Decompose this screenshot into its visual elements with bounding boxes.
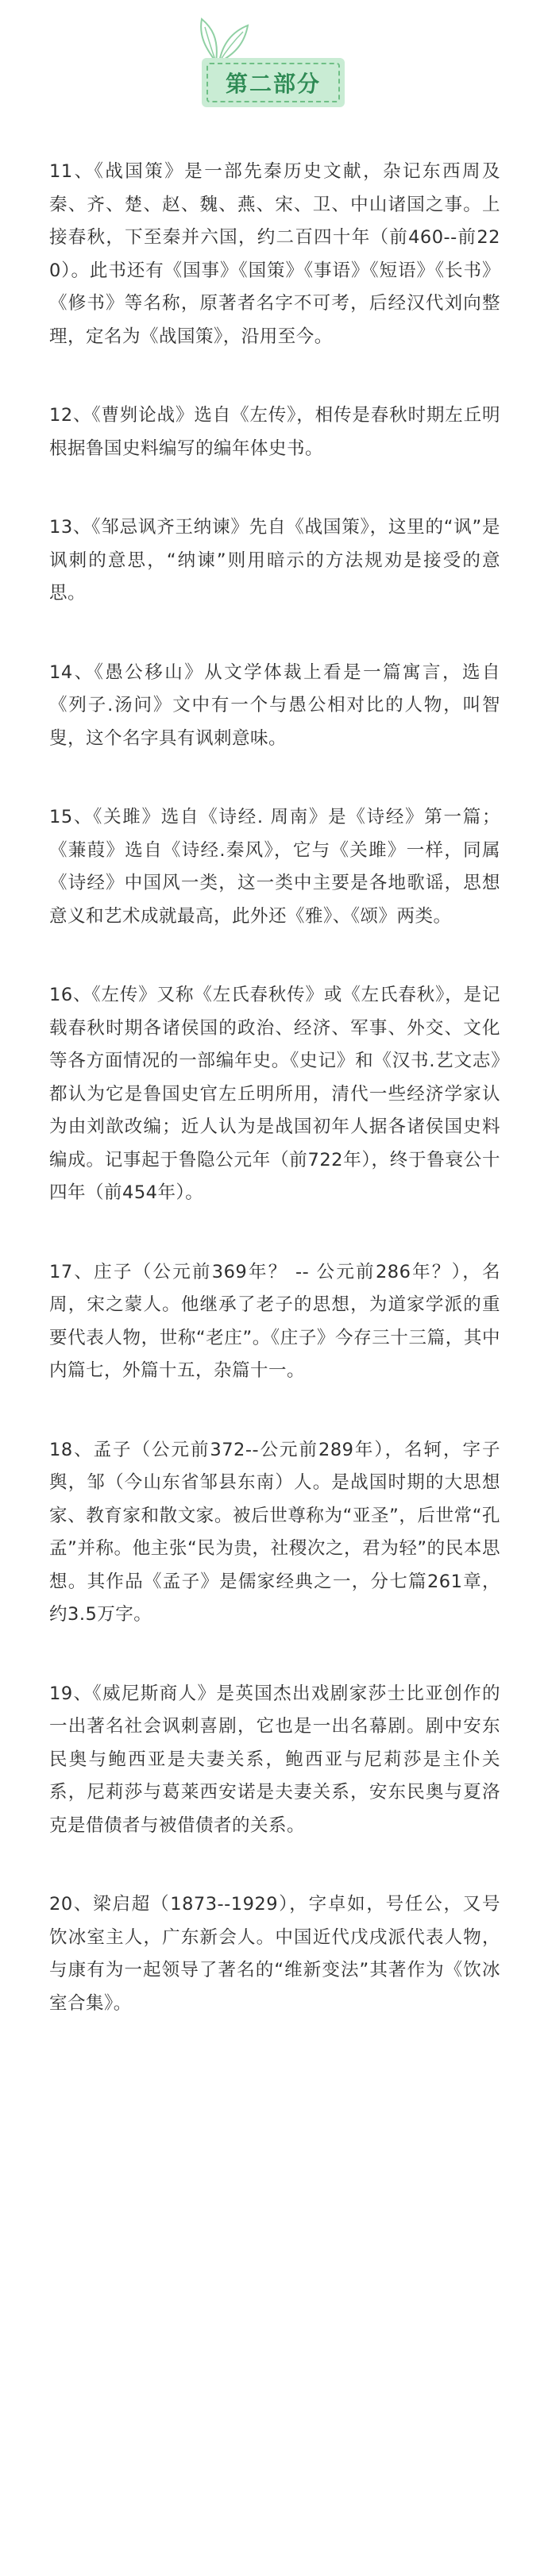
paragraph-19: 19、《威尼斯商人》是英国杰出戏剧家莎士比亚创作的一出著名社会讽刺喜剧，它也是一出名幕剧。剧中安东民奥与鲍西亚是夫妻关系，鲍西亚与尼莉莎是主仆关系，尼莉莎与葛莱西安诺是夫妻关系，安东民奥与夏洛克是借债者与被借债者的关系。	[49, 1683, 500, 1836]
leaf-icon	[175, 10, 262, 65]
paragraph-13: 13、《邹忌讽齐王纳谏》先自《战国策》，这里的“讽”是讽刺的意思，“纳谏”则用暗示的方法规劝是接受的意思。	[49, 517, 500, 604]
paragraph-15: 15、《关雎》选自《诗经. 周南》是《诗经》第一篇；《蒹葭》选自《诗经.秦风》，它与《关雎》一样，同属《诗经》中国风一类，这一类中主要是各地歌谣，思想意义和艺术成就最高，此外还《雅》、《颂》两类。	[49, 807, 500, 927]
paragraph-17: 17、庄子（公元前369年？ -- 公元前286年？），名周，宋之蒙人。他继承了老子的思想，为道家学派的重要代表人物，世称“老庄”。《庄子》今存三十三篇，其中内篇七，外篇十五，杂篇十一。	[49, 1261, 500, 1381]
paragraph-20: 20、梁启超（1873--1929），字卓如，号任公，又号饮冰室主人，广东新会人。中国近代戊戌派代表人物，与康有为一起领导了著名的“维新变法”其著作为《饮冰室合集》。	[49, 1894, 500, 2014]
paragraph-18: 18、孟子（公元前372--公元前289年），名轲，字子舆，邹（今山东省邹县东南）人。是战国时期的大思想家、教育家和散文家。被后世尊称为“亚圣”，后世常“孔孟”并称。他主张“民为贵，社稷次之，君为轻”的民本思想。其作品《孟子》是儒家经典之一，分七篇261章，约3.5万字。	[49, 1439, 500, 1625]
article-content	[49, 156, 500, 2066]
section-header	[0, 0, 548, 151]
paragraph-16: 16、《左传》又称《左氏春秋传》或《左氏春秋》，是记载春秋时期各诸侯国的政治、经济、军事、外交、文化等各方面情况的一部编年史。《史记》和《汉书.艺文志》都认为它是鲁国史官左丘明所用，清代一些经济学家认为由刘歆改编；近人认为是战国初年人据各诸侯国史料编成。记事起于鲁隐公元年（前722年），终于鲁衰公十四年（前454年）。	[49, 985, 500, 1203]
paragraph-14: 14、《愚公移山》从文学体裁上看是一篇寓言，选自《列子.汤问》文中有一个与愚公相对比的人物，叫智叟，这个名字具有讽刺意味。	[49, 661, 500, 749]
section-title: 第二部分	[225, 71, 321, 97]
section-title-box	[202, 58, 345, 107]
paragraph-12: 12、《曹刿论战》选自《左传》，相传是春秋时期左丘明根据鲁国史料编写的编年体史书。	[49, 405, 500, 459]
paragraph-11: 11、《战国策》是一部先秦历史文献，杂记东西周及秦、齐、楚、赵、魏、燕、宋、卫、中山诸国之事。上接春秋，下至秦并六国，约二百四十年（前460--前220）。此书还有《国事》《国策》《事语》《短语》《长书》《修书》等名称，原著者名字不可考，后经汉代刘向整理，定名为《战国策》，沿用至今。	[49, 161, 500, 347]
